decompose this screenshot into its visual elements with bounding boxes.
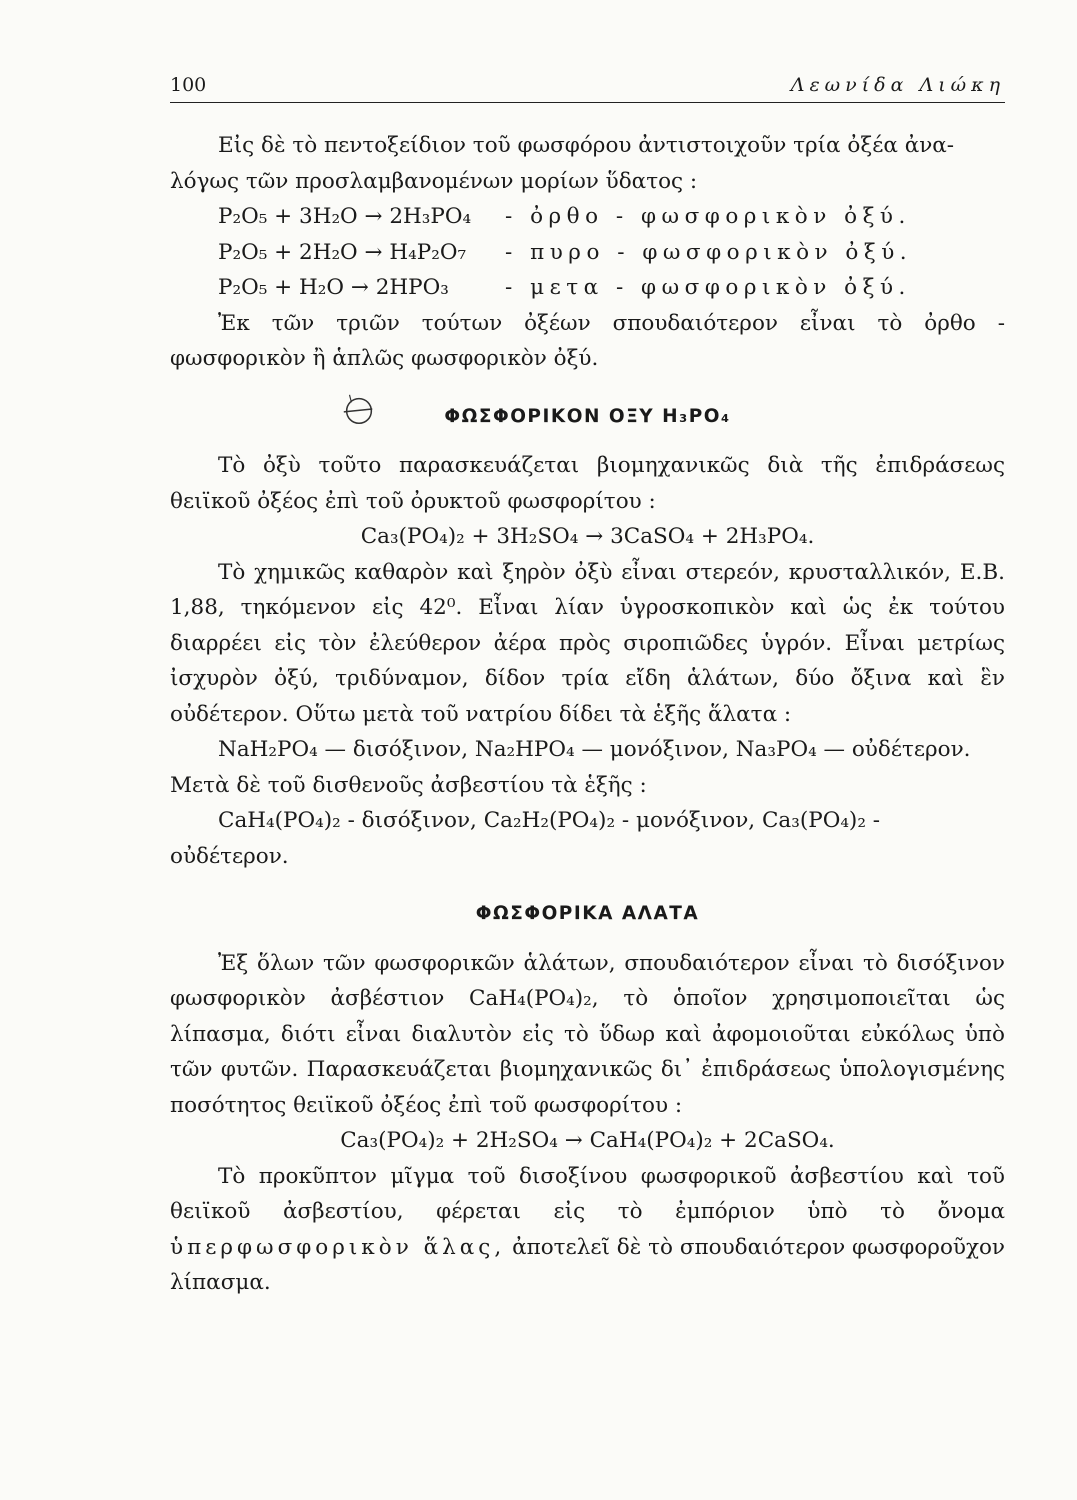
calcium-salts-line: CaH₄(PO₄)₂ - δισόξινον, Ca₂H₂(PO₄)₂ - μονόξινον, Ca₃(PO₄)₂ - xyxy=(218,808,881,833)
equation-row xyxy=(170,235,1005,271)
calcium-intro-line: Μετὰ δὲ τοῦ δισθενοῦς ἀσβεστίου τὰ ἑξῆς : xyxy=(170,772,647,798)
equation-formula: P₂O₅ + H₂O → 2HPO₃ xyxy=(218,275,449,300)
intro-line-2: λόγως τῶν προσλαμβανομένων μορίων ὕδατος : xyxy=(170,168,698,194)
superphosphate-term: ὑπερφωσφορικὸν ἅλας, xyxy=(170,1234,506,1260)
after-equations-paragraph: Ἐκ τῶν τριῶν τούτων ὀξέων σπουδαιότερον εἶναι τὸ ὀρθο - φωσφορικὸν ἢ ἁπλῶς φωσφορικὸν ὀξύ. xyxy=(170,310,1005,371)
sodium-salts-line: NaH₂PO₄ — δισόξινον, Na₂HPO₄ — μονόξινον, Na₃PO₄ — οὐδέτερον. xyxy=(218,737,971,762)
section2-equation: Ca₃(PO₄)₂ + 2H₂SO₄ → CaH₄(PO₄)₂ + 2CaSO₄. xyxy=(340,1128,835,1153)
section2-paragraph-2 xyxy=(170,1159,1005,1301)
equation-row xyxy=(170,199,1005,235)
equation-name: - ὀρθο - φωσφορικὸν ὀξύ. xyxy=(505,204,911,229)
paragraph-text: Τὸ προκῦπτον μῖγμα τοῦ δισοξίνου φωσφορικοῦ ἀσβεστίου καὶ τοῦ θειϊκοῦ ἀσβεστίου, φέρεται εἰς τὸ ἐμπόριον ὑπὸ τὸ ὄνομα xyxy=(170,1163,1005,1224)
circled-mark-icon xyxy=(340,391,378,429)
section-heading-phosphoric-acid xyxy=(170,399,1005,435)
intro-line-1: Εἰς δὲ τὸ πεντοξείδιον τοῦ φωσφόρου ἀντιστοιχοῦν τρία ὀξέα ἀνα- xyxy=(218,133,955,158)
equation-name: - μετα - φωσφορικὸν ὀξύ. xyxy=(505,275,911,300)
calcium-salts-tail: οὐδέτερον. xyxy=(170,843,289,869)
section2-paragraph-1: Ἐξ ὅλων τῶν φωσφορικῶν ἁλάτων, σπουδαιότερον εἶναι τὸ δισόξινον φωσφορικὸν ἀσβέστιον CaH₄(PO₄)₂, τὸ ὁποῖον χρησιμοποιεῖται ὡς λίπασμα, διότι εἶναι διαλυτὸν εἰς τὸ ὕδωρ καὶ ἀφομοιοῦται εὐκόλως ὑπὸ τῶν φυτῶν. Παρασκευάζεται βιομηχανικῶς δι᾽ ἐπιδράσεως ὑπολογισμένης ποσότητος θειϊκοῦ ὀξέος ἐπὶ τοῦ φωσφορίτου : xyxy=(170,950,1005,1118)
equation-formula: P₂O₅ + 2H₂O → H₄P₂O₇ xyxy=(218,239,467,265)
equation-formula: P₂O₅ + 3H₂O → 2H₃PO₄ xyxy=(218,204,472,229)
running-head: Λεωνίδα Λιώκη xyxy=(790,74,1005,96)
paragraph-text: ἀποτελεῖ δὲ τὸ σπουδαιότερον φωσφοροῦχον λίπασμα. xyxy=(170,1234,1005,1295)
section1-paragraph-1: Τὸ ὀξὺ τοῦτο παρασκευάζεται βιομηχανικῶς διὰ τῆς ἐπιδράσεως θειϊκοῦ ὀξέος ἐπὶ τοῦ ὀρυκτοῦ φωσφορίτου : xyxy=(170,453,1005,514)
equation-name: - πυρο - φωσφορικὸν ὀξύ. xyxy=(505,239,913,265)
section-heading-phosphate-salts: ΦΩΣΦΟΡΙΚΑ ΑΛΑΤΑ xyxy=(475,903,700,924)
section1-equation: Ca₃(PO₄)₂ + 3H₂SO₄ → 3CaSO₄ + 2H₃PO₄. xyxy=(360,524,815,549)
page-body xyxy=(170,128,1005,1301)
equation-row xyxy=(170,270,1005,306)
page-header xyxy=(170,70,1005,103)
section1-paragraph-2: Τὸ χημικῶς καθαρὸν καὶ ξηρὸν ὀξὺ εἶναι στερεόν, κρυσταλλικόν, Ε.Β. 1,88, τηκόμενον εἰς 42⁰. Εἶναι λίαν ὑγροσκοπικὸν καὶ ὡς ἐκ τούτου διαρρέει εἰς τὸν ἐλεύθερον ἀέρα πρὸς σιροπιῶδες ὑγρόν. Εἶναι μετρίως ἰσχυρὸν ὀξύ, τριδύναμον, δίδον τρία εἴδη ἁλάτων, δύο ὄξινα καὶ ἓν οὐδέτερον. Οὕτω μετὰ τοῦ νατρίου δίδει τὰ ἑξῆς ἅλατα : xyxy=(170,559,1005,727)
page-number: 100 xyxy=(170,74,207,96)
section-heading-text: ΦΩΣΦΟΡΙΚΟΝ ΟΞΥ H₃PO₄ xyxy=(444,405,731,427)
